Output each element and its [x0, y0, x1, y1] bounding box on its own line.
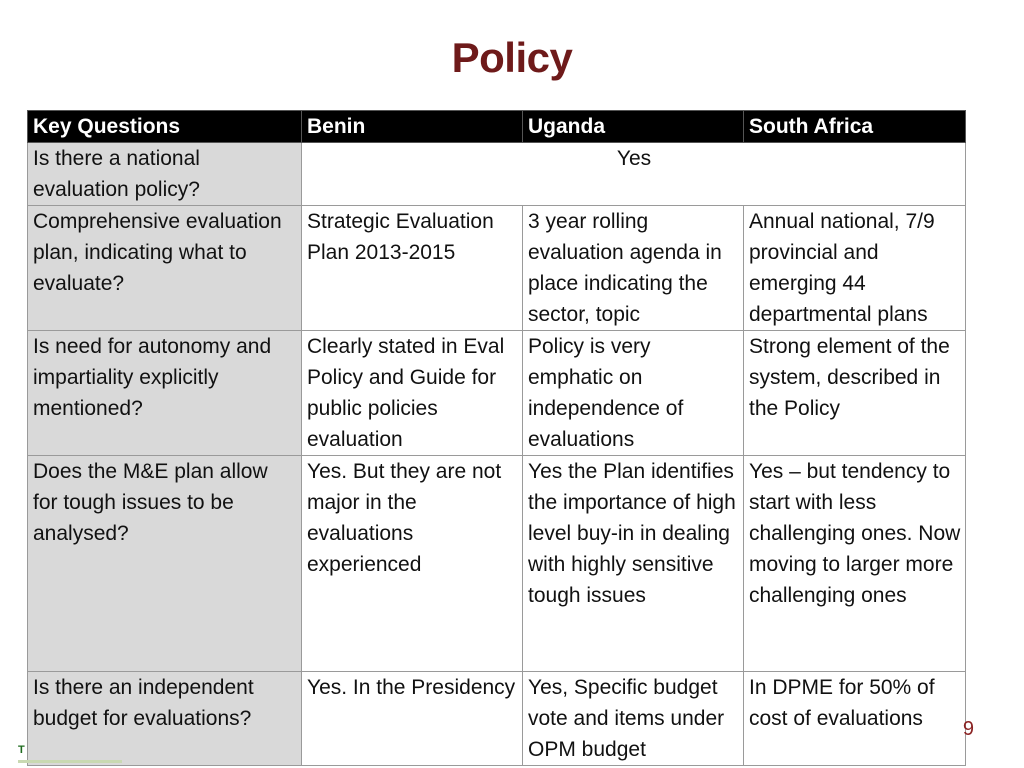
table-row: [28, 206, 966, 331]
footer-logo-bar: [18, 760, 122, 763]
page-number: 9: [962, 718, 974, 740]
benin-cell: Yes. But they are not major in the evaluations experienced: [302, 456, 523, 672]
south-africa-cell: Strong element of the system, described in the Policy: [744, 331, 966, 456]
benin-cell: Clearly stated in Eval Policy and Guide for public policies evaluation: [302, 331, 523, 456]
footer-logo: T: [18, 744, 25, 756]
question-cell: Is there an independent budget for evaluations?: [28, 672, 302, 766]
uganda-cell: Yes, Specific budget vote and items under OPM budget: [523, 672, 744, 766]
merged-answer-cell: Yes: [302, 143, 966, 206]
table-row: [28, 672, 966, 766]
benin-cell: Yes. In the Presidency: [302, 672, 523, 766]
uganda-cell: 3 year rolling evaluation agenda in place indicating the sector, topic: [523, 206, 744, 331]
table-header-row: [28, 111, 966, 143]
column-header-uganda: Uganda: [523, 111, 744, 143]
table-row: [28, 143, 966, 206]
table-row: [28, 331, 966, 456]
policy-comparison-table: [27, 110, 966, 766]
slide-title: Policy: [451, 34, 573, 81]
benin-cell: Strategic Evaluation Plan 2013-2015: [302, 206, 523, 331]
column-header-benin: Benin: [302, 111, 523, 143]
uganda-cell: Policy is very emphatic on independence of evaluations: [523, 331, 744, 456]
question-cell: Comprehensive evaluation plan, indicating what to evaluate?: [28, 206, 302, 331]
south-africa-cell: In DPME for 50% of cost of evaluations: [744, 672, 966, 766]
south-africa-cell: Annual national, 7/9 provincial and emerging 44 departmental plans: [744, 206, 966, 331]
column-header-south-africa: South Africa: [744, 111, 966, 143]
uganda-cell: Yes the Plan identifies the importance of high level buy-in in dealing with highly sensitive tough issues: [523, 456, 744, 672]
question-cell: Does the M&E plan allow for tough issues to be analysed?: [28, 456, 302, 672]
question-cell: Is need for autonomy and impartiality explicitly mentioned?: [28, 331, 302, 456]
south-africa-cell: Yes – but tendency to start with less challenging ones. Now moving to larger more challenging ones: [744, 456, 966, 672]
table-row: [28, 456, 966, 672]
column-header-key-questions: Key Questions: [28, 111, 302, 143]
question-cell: Is there a national evaluation policy?: [28, 143, 302, 206]
